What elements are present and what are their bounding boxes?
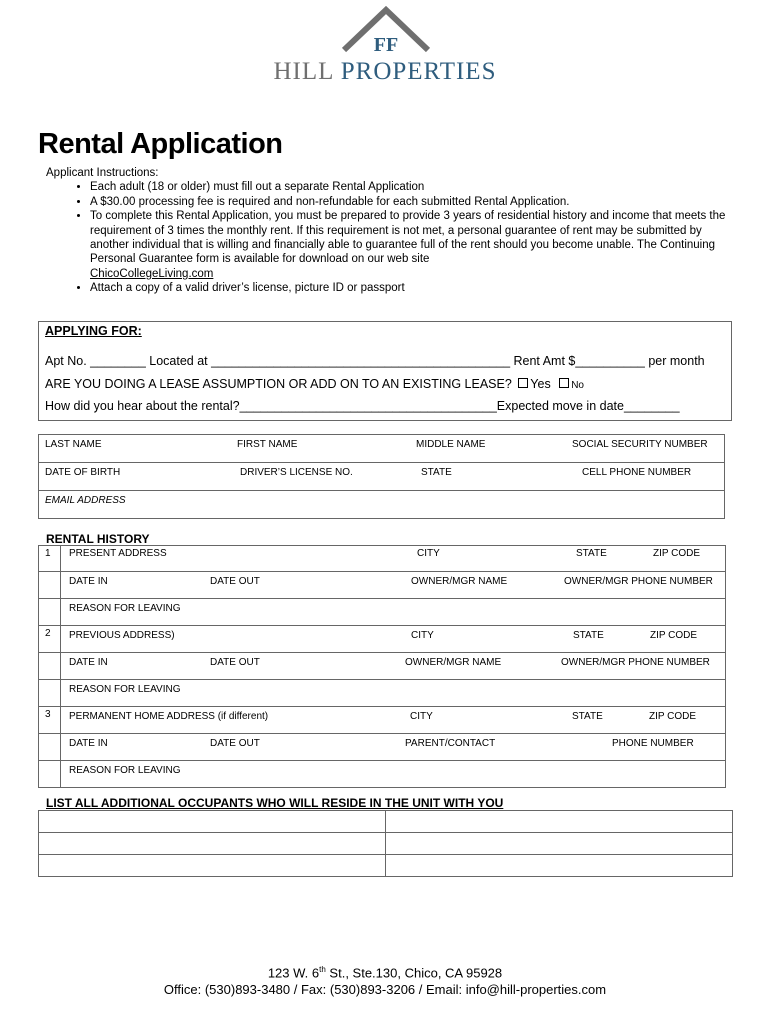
- footer-address: 123 W. 6th St., Ste.130, Chico, CA 95928: [267, 965, 503, 981]
- occupant-cell[interactable]: [386, 855, 733, 877]
- website-link[interactable]: ChicoCollegeLiving.com: [90, 267, 214, 280]
- instruction-item: • A $30.00 processing fee is required and non-refundable for each submitted Rental Application.: [90, 195, 736, 209]
- address-row[interactable]: PERMANENT HOME ADDRESS (if different) CITY STATE ZIP CODE: [61, 707, 726, 734]
- reason-row[interactable]: REASON FOR LEAVING: [61, 761, 726, 788]
- section-number: 3: [39, 707, 61, 734]
- applying-for-title: APPLYING FOR:: [45, 324, 142, 338]
- dates-row[interactable]: DATE IN DATE OUT OWNER/MGR NAME OWNER/MGR PHONE NUMBER: [61, 572, 726, 599]
- footer-contact: Office: (530)893-3480 / Fax: (530)893-3206 / Email: info@hill-properties.com: [163, 982, 607, 997]
- applicant-info-table: [38, 434, 725, 519]
- instruction-item: • To complete this Rental Application, you must be prepared to provide 3 years of residential history and income that meets the requirement of 3 times the monthly rent. If this requirement is not met, a personal guarantee of rent may be submitted by another individual that is willing and financially able to guarantee full of the rent should you become unable. The Continuing Personal Guarantee form is available for download on our web site ChicoCollegeLiving.com: [90, 209, 736, 281]
- dates-row[interactable]: DATE IN DATE OUT OWNER/MGR NAME OWNER/MGR PHONE NUMBER: [61, 653, 726, 680]
- no-checkbox[interactable]: [559, 378, 569, 388]
- instructions-heading: Applicant Instructions:: [46, 167, 159, 179]
- ssn-label: SOCIAL SECURITY NUMBER: [572, 439, 708, 450]
- referral-line[interactable]: How did you hear about the rental?_____________________________________Expected move in date________: [45, 399, 680, 413]
- last-name-field[interactable]: LAST NAME FIRST NAME MIDDLE NAME SOCIAL SECURITY NUMBER: [39, 435, 725, 463]
- section-number: 2: [39, 626, 61, 653]
- state-label: STATE: [421, 467, 452, 478]
- occupants-table: [38, 810, 733, 877]
- logo-mark: [340, 6, 432, 61]
- occupant-cell[interactable]: [39, 855, 386, 877]
- instructions: [46, 166, 736, 296]
- apartment-line[interactable]: Apt No. ________ Located at ___________________________________________ Rent Amt $__________ per month: [45, 354, 705, 368]
- svg-text:FF: FF: [373, 34, 399, 56]
- middle-name-label: MIDDLE NAME: [416, 439, 486, 450]
- occupant-cell[interactable]: [386, 811, 733, 833]
- reason-row[interactable]: REASON FOR LEAVING: [61, 680, 726, 707]
- logo-wordmark: HILL PROPERTIES: [273, 58, 497, 85]
- rental-history-title: RENTAL HISTORY: [46, 532, 150, 546]
- rental-history-table: [38, 545, 726, 788]
- dates-row[interactable]: DATE IN DATE OUT PARENT/CONTACT PHONE NUMBER: [61, 734, 726, 761]
- instruction-item: • Attach a copy of a valid driver’s license, picture ID or passport: [90, 281, 736, 295]
- address-row[interactable]: PRESENT ADDRESS CITY STATE ZIP CODE: [61, 546, 726, 572]
- first-name-label: FIRST NAME: [237, 439, 298, 450]
- occupant-cell[interactable]: [39, 811, 386, 833]
- dob-row[interactable]: DATE OF BIRTH DRIVER’S LICENSE NO. STATE CELL PHONE NUMBER: [39, 463, 725, 491]
- license-label: DRIVER’S LICENSE NO.: [240, 467, 353, 478]
- cell-label: CELL PHONE NUMBER: [582, 467, 692, 478]
- address-row[interactable]: PREVIOUS ADDRESS) CITY STATE ZIP CODE: [61, 626, 726, 653]
- occupants-title: LIST ALL ADDITIONAL OCCUPANTS WHO WILL RESIDE IN THE UNIT WITH YOU: [46, 796, 504, 810]
- lease-assumption-line: ARE YOU DOING A LEASE ASSUMPTION OR ADD ON TO AN EXISTING LEASE? Yes No: [45, 377, 584, 391]
- section-number: 1: [39, 546, 61, 572]
- yes-checkbox[interactable]: [518, 378, 528, 388]
- reason-row[interactable]: REASON FOR LEAVING: [61, 599, 726, 626]
- occupant-cell[interactable]: [386, 833, 733, 855]
- occupant-cell[interactable]: [39, 833, 386, 855]
- instruction-item: • Each adult (18 or older) must fill out a separate Rental Application: [90, 180, 736, 194]
- page-title: Rental Application: [38, 128, 283, 160]
- email-field[interactable]: EMAIL ADDRESS: [39, 491, 725, 519]
